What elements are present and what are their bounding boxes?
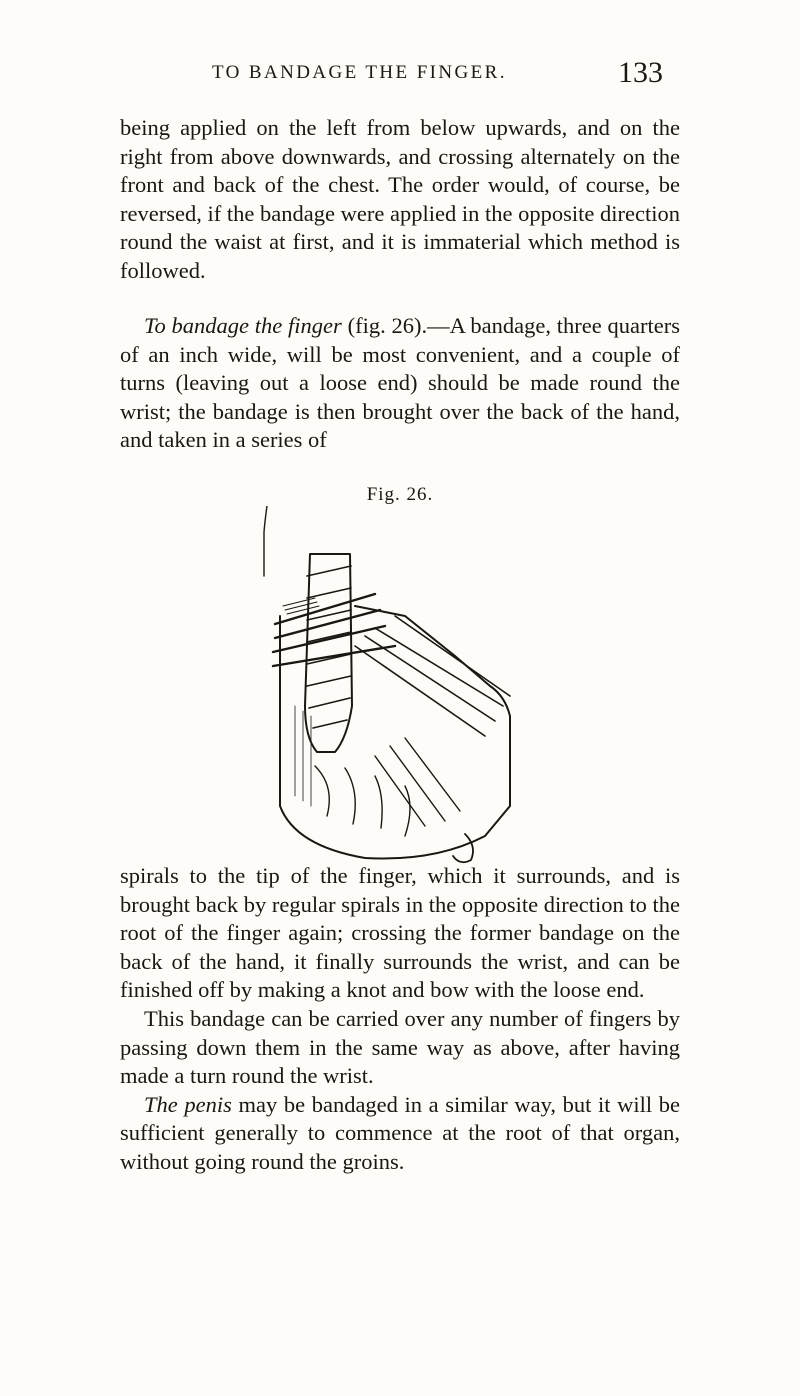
finger-spiral <box>307 566 351 728</box>
finger-bandage-illustration <box>255 506 555 866</box>
paragraph-multiple-fingers: This bandage can be carried over any number of fingers by passing down them in the same way as above, after having made a turn round the wrist. <box>120 1005 680 1089</box>
page-header <box>0 52 800 92</box>
hand-outline <box>280 606 510 859</box>
paragraph-continued: being applied on the left from below upwards, and on the right from above downwards, and crossing alternately on the front and back of the chest. The order would, of course, be reversed, if the bandage were applied in the opposite direction round the waist at first, and it is immaterial which method is followed. <box>120 115 680 283</box>
text-block-after-figure <box>120 862 680 1177</box>
paragraph-finger-body: (fig. 26).—A bandage, three quarters of an inch wide, will be most convenient, and a couple of turns (leaving out a loose end) should be made round the wrist; the bandage is then brought over the back of the hand, and taken in a series of <box>120 313 680 453</box>
knuckle-folds <box>315 766 410 836</box>
section-heading-finger: To bandage the finger <box>144 313 342 338</box>
paragraph-penis-body: may be bandaged in a similar way, but it will be sufficient generally to commence at the root of that organ, without going round the groins. <box>120 1091 680 1174</box>
loose-end <box>264 506 267 576</box>
page-number: 133 <box>618 56 663 89</box>
wrist-turns <box>273 594 395 666</box>
palm-shading <box>295 706 311 806</box>
paragraph-spirals: spirals to the tip of the finger, which it surrounds, and is brought back by regular spirals in the opposite direction to the root of the finger again; crossing the former bandage on the back of the hand, it finally surrounds the wrist, and can be finished off by making a knot and bow with the loose end. <box>120 863 680 1003</box>
hand-crossing-return <box>375 738 460 826</box>
paragraph-bandage-finger <box>120 312 680 455</box>
running-head: TO BANDAGE THE FINGER. <box>212 62 507 83</box>
hand-crossing <box>355 616 510 736</box>
figure-caption: Fig. 26. <box>366 484 434 505</box>
paragraph-penis <box>120 1091 680 1177</box>
section-heading-penis: The penis <box>144 1091 232 1117</box>
